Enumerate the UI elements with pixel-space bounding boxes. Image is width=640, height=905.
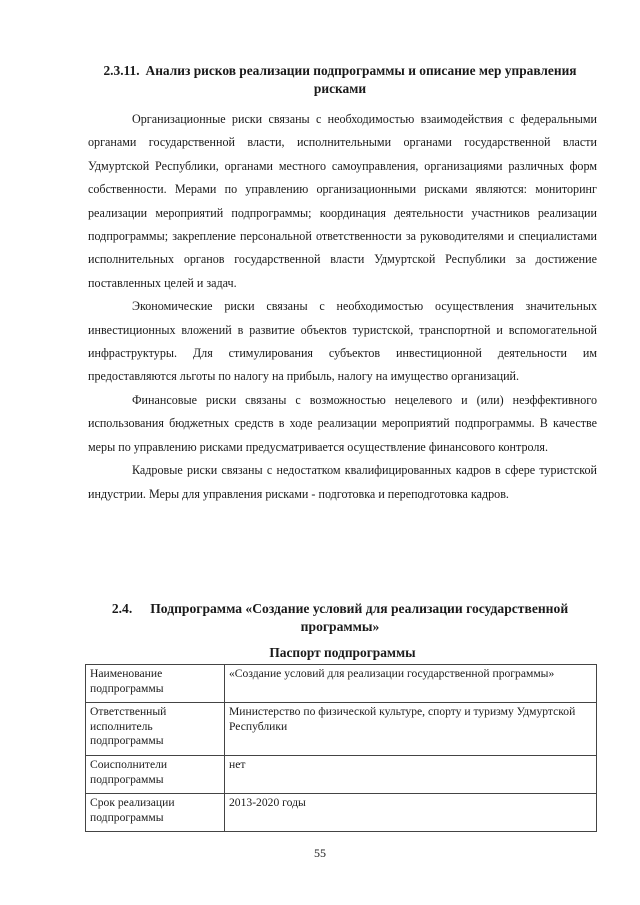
passport-value-executor: Министерство по физической культуре, спорту и туризму Удмуртской Республики bbox=[225, 703, 597, 756]
passport-value-co-executors: нет bbox=[225, 756, 597, 794]
paragraph-economic-risks: Экономические риски связаны с необходимостью осуществления значительных инвестиционных вложений в развитие объектов туристской, транспортной и вспомогательной инфраструктуры. Для стимулирования субъектов инвестиционной деятельности им предоставляются льготы по налогу на прибыль, налогу на имущество организаций. bbox=[88, 299, 597, 384]
section-number: 2.3.11. bbox=[103, 63, 140, 78]
section-title: Анализ рисков реализации подпрограммы и описание мер управления рисками bbox=[145, 63, 577, 96]
paragraph-personnel-risks: Кадровые риски связаны с недостатком квалифицированных кадров в сфере туристской индустрии. Меры для управления рисками - подготовка и переподготовка кадров. bbox=[88, 463, 597, 501]
section-heading-subprogram bbox=[80, 600, 600, 636]
passport-value-name: «Создание условий для реализации государственной программы» bbox=[225, 665, 597, 703]
paragraph-organizational-risks: Организационные риски связаны с необходимостью взаимодействия с федеральными органами государственной власти, исполнительными органами государственной власти Удмуртской Республики, органами местного самоуправления, организациями различных форм собственности. Мерами по управлению организационными рисками являются: мониторинг реализации мероприятий подпрограммы; координация деятельности участников реализации подпрограммы; закрепление персональной ответственности за руководителями и специалистами исполнительных органов государственной власти Удмуртской Республики за достижение поставленных целей и задач. bbox=[88, 112, 597, 290]
passport-label-co-executors: Соисполнители подпрограммы bbox=[86, 756, 225, 794]
table-row bbox=[86, 794, 597, 832]
table-row bbox=[86, 665, 597, 703]
section-body bbox=[88, 108, 597, 506]
table-row bbox=[86, 703, 597, 756]
passport-table bbox=[85, 664, 597, 832]
section-number: 2.4. bbox=[111, 601, 133, 616]
paragraph-financial-risks: Финансовые риски связаны с возможностью нецелевого и (или) неэффективного использования бюджетных средств в ходе реализации мероприятий подпрограммы. В качестве меры по управлению рисками предусматривается осуществление финансового контроля. bbox=[88, 392, 597, 454]
passport-value-term: 2013-2020 годы bbox=[225, 794, 597, 832]
section-heading-risk-analysis bbox=[80, 62, 600, 98]
passport-label-executor: Ответственный исполнитель подпрограммы bbox=[86, 703, 225, 756]
page-number: 55 bbox=[314, 846, 326, 860]
table-row bbox=[86, 756, 597, 794]
passport-title: Паспорт подпрограммы bbox=[269, 645, 416, 660]
passport-label-name: Наименование подпрограммы bbox=[86, 665, 225, 703]
section-title: Подпрограмма «Создание условий для реализации государственной программы» bbox=[150, 601, 569, 634]
passport-label-term: Срок реализации подпрограммы bbox=[86, 794, 225, 832]
